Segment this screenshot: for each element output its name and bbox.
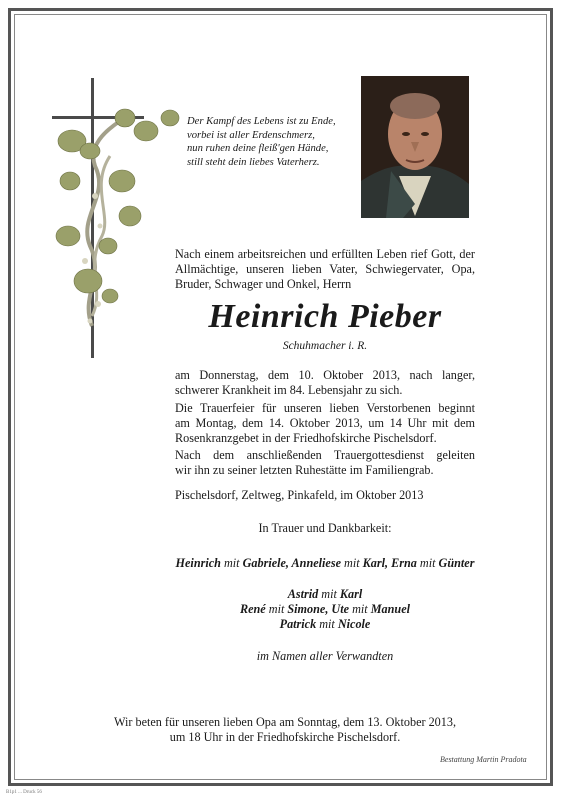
burial-line: wir ihn zu seiner letzten Ruhestätte im Familiengrab. [175, 463, 434, 477]
family-mit: mit [344, 556, 360, 570]
funeral-line: Rosenkranzgebet in der Friedhofskirche Pischelsdorf. [175, 431, 437, 445]
family-mit: mit [419, 556, 436, 570]
death-line: am Donnerstag, dem 10. Oktober 2013, nach langer, [175, 368, 475, 382]
grandchildren-line [175, 587, 475, 602]
death-paragraph [175, 368, 475, 398]
funeral-paragraph [175, 401, 475, 446]
family-name: Simone, [287, 602, 329, 616]
intro-line: Bruder, Schwager und Onkel, Herrn [175, 277, 352, 291]
prayer-line: Wir beten für unseren lieben Opa am Sonntag, dem 13. Oktober 2013, [113, 715, 457, 729]
family-name: Manuel [370, 602, 410, 616]
poem-line: vorbei ist aller Erdenschmerz, [187, 129, 315, 141]
family-name: Günter [438, 556, 475, 570]
prayer-paragraph [60, 715, 510, 745]
family-name: Patrick [279, 617, 317, 631]
family-mit: mit [319, 617, 335, 631]
burial-line: Nach dem anschließenden Trauergottesdienst geleiten [175, 448, 475, 462]
funeral-line: Die Trauerfeier für unseren lieben Verstorbenen beginnt [175, 401, 475, 415]
portrait-photo [361, 76, 469, 218]
family-name: Nicole [337, 617, 371, 631]
print-code: B1p1 ... Druck 56 [6, 790, 42, 795]
family-mit: mit [223, 556, 240, 570]
undertaker-credit: Bestattung Martin Pradota [440, 755, 527, 764]
relatives-line: im Namen aller Verwandten [256, 649, 394, 663]
poem-line: still steht dein liebes Vaterherz. [187, 156, 320, 168]
funeral-line: am Montag, dem 14. Oktober 2013, um 14 Uhr mit dem [175, 416, 475, 430]
cross-vine-icon [50, 76, 190, 361]
poem [187, 115, 357, 169]
grandchildren-line [175, 602, 475, 617]
mourning-heading: In Trauer und Dankbarkeit: [258, 521, 392, 535]
family-name: Karl [339, 587, 363, 601]
deceased-name: Heinrich Pieber [208, 298, 442, 335]
grandchildren-line [175, 617, 475, 632]
family-name: Karl, Erna [362, 556, 417, 570]
intro-line: Nach einem arbeitsreichen und erfüllten Leben rief Gott, der [175, 247, 475, 261]
poem-line: nun ruhen deine fleiß'gen Hände, [187, 143, 329, 155]
intro-line: Allmächtige, unseren lieben Vater, Schwiegervater, Opa, [175, 262, 475, 276]
family-mit: mit [268, 602, 285, 616]
family-mit: mit [321, 587, 337, 601]
family-name: Ute [331, 602, 350, 616]
intro-paragraph [175, 247, 475, 292]
deceased-occupation: Schuhmacher i. R. [282, 340, 368, 352]
burial-paragraph [175, 448, 475, 478]
family-mit: mit [352, 602, 368, 616]
family-name: René [239, 602, 266, 616]
prayer-line: um 18 Uhr in der Friedhofskirche Pischelsdorf. [169, 730, 401, 744]
family-grandchildren [175, 587, 475, 632]
family-name: Gabriele, Anneliese [242, 556, 341, 570]
death-line: schwerer Krankheit im 84. Lebensjahr zu sich. [175, 383, 403, 397]
place-date: Pischelsdorf, Zeltweg, Pinkafeld, im Oktober 2013 [175, 488, 424, 502]
family-children [100, 556, 550, 571]
poem-line: Der Kampf des Lebens ist zu Ende, [187, 116, 336, 127]
family-name: Astrid [287, 587, 319, 601]
family-name: Heinrich [175, 556, 221, 570]
